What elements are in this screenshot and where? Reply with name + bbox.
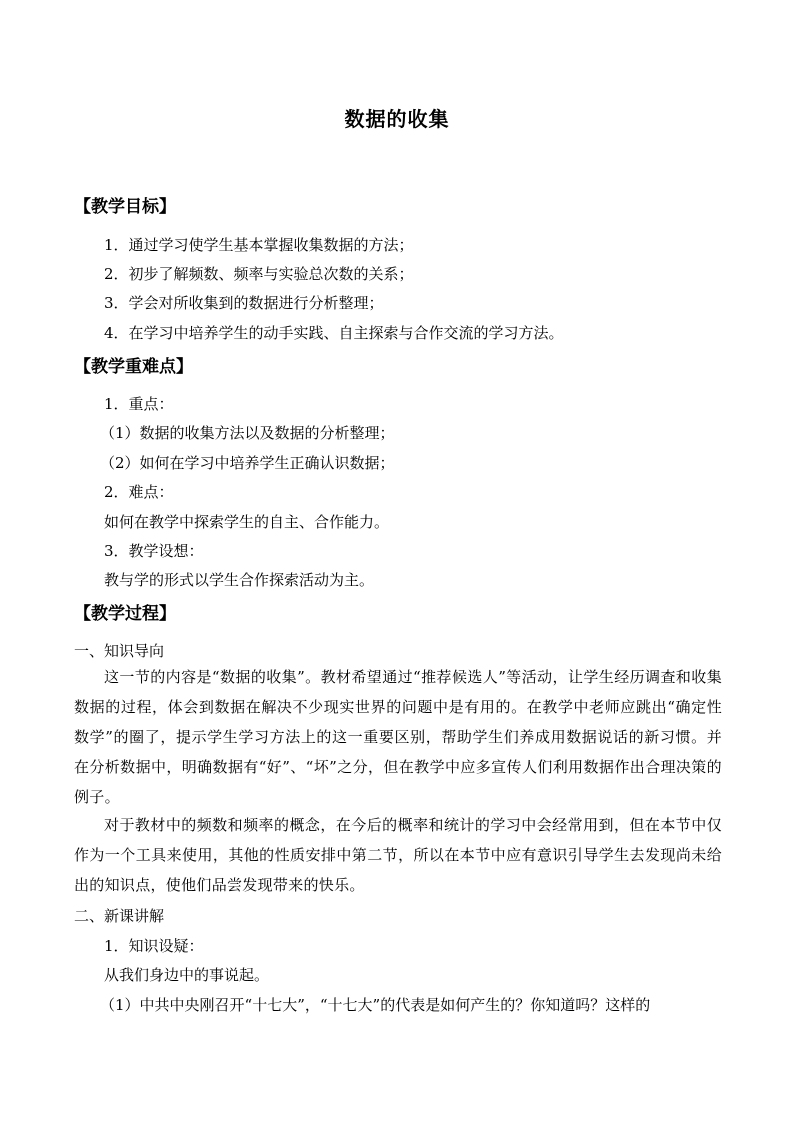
part1-paragraph-2: 对于教材中的频数和频率的概念，在今后的概率和统计的学习中会经常用到，但在本节中仅作为一个工具来使用，其他的性质安排中第二节，所以在本节中应有意识引导学生去发现尚未给出的知识点，使他们品尝发现带来的快乐。 [74,816,722,894]
focus-item-1: （1）数据的收集方法以及数据的分析整理； [100,424,395,442]
page-title: 数据的收集 [344,107,450,131]
objective-item-1: 1．通过学习使学生基本掌握收集数据的方法； [104,236,414,254]
section-heading-process: 【教学过程】 [74,604,176,624]
objective-item-4: 4．在学习中培养学生的动手实践、自主探索与合作交流的学习方法。 [104,324,564,342]
section-heading-objectives: 【教学目标】 [74,197,176,217]
objective-item-2: 2．初步了解频数、频率与实验总次数的关系； [104,265,414,283]
objective-item-3: 3．学会对所收集到的数据进行分析整理； [104,294,384,312]
part2-title: 二、新课讲解 [74,907,165,925]
design-text: 教与学的形式以学生合作探索活动为主。 [104,571,375,589]
difficulty-text: 如何在教学中探索学生的自主、合作能力。 [104,513,390,531]
part2-label: 1．知识设疑： [104,937,204,955]
focus-item-2: （2）如何在学习中培养学生正确认识数据； [100,454,395,472]
section-heading-keypoints: 【教学重难点】 [74,357,193,377]
difficulty-label: 2．难点： [104,483,174,501]
part1-title: 一、知识导向 [74,642,165,660]
part1-paragraph-1: 这一节的内容是“数据的收集”。教材希望通过“推荐候选人”等活动，让学生经历调查和收集数据的过程，体会到数据在解决不少现实世界的问题中是有用的。在教学中老师应跳出“确定性数学”的圈了，提示学生学习方法上的这一重要区别，帮助学生们养成用数据说话的新习惯。并在分析数据中，明确数据有“好”、“坏”之分，但在教学中应多宣传人们利用数据作出合理决策的例子。 [74,668,722,806]
focus-label: 1．重点： [104,395,174,413]
design-label: 3．教学设想： [104,542,204,560]
part2-question-1: （1）中共中央刚召开“十七大”，“十七大”的代表是如何产生的？你知道吗？这样的 [100,996,651,1014]
part2-text: 从我们身边中的事说起。 [104,966,270,984]
